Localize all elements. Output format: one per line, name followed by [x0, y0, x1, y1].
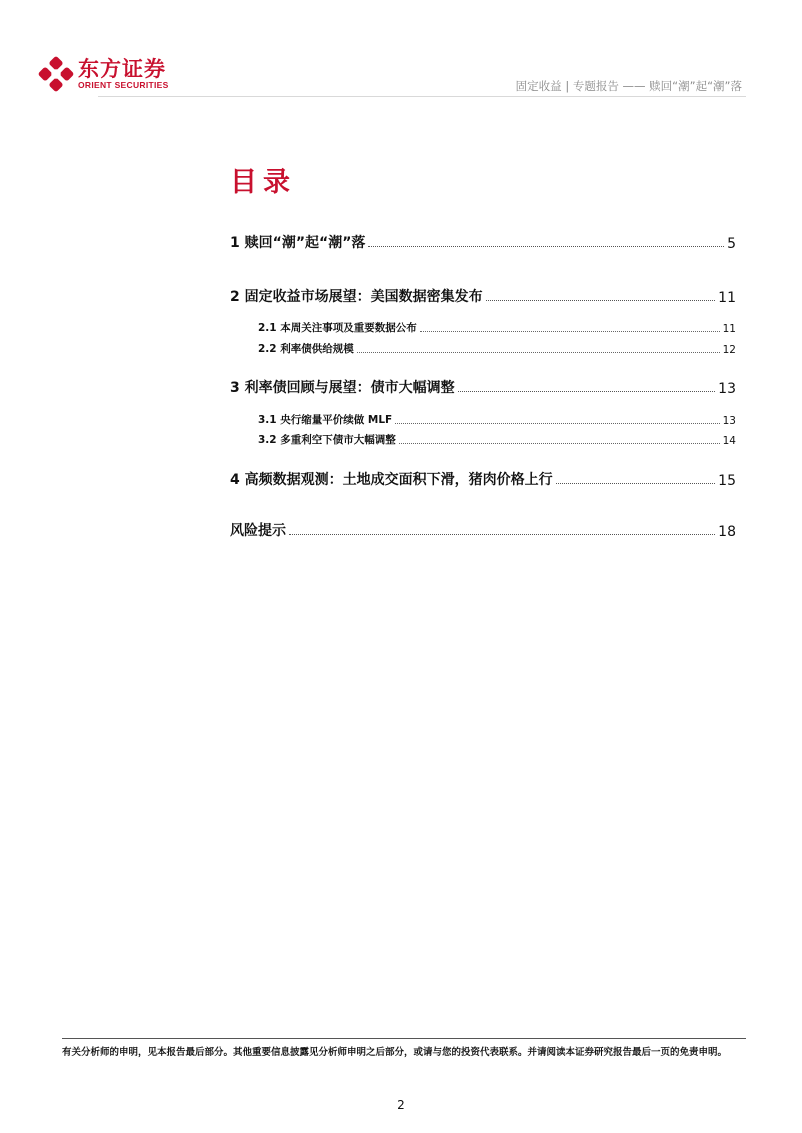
company-logo [38, 56, 169, 92]
header-divider [98, 96, 746, 97]
toc-entry-page: 15 [718, 473, 736, 489]
toc-title: 目录 [230, 167, 296, 198]
toc-entry[interactable] [230, 469, 736, 489]
toc-subentry[interactable] [230, 341, 736, 356]
toc-entry-label: 3.1 央行缩量平价续做 MLF [258, 414, 393, 426]
toc-leader-dots [395, 423, 719, 424]
toc-subentry[interactable] [230, 320, 736, 335]
toc-leader-dots [420, 331, 720, 332]
toc-entry-label: 2 固定收益市场展望：美国数据密集发布 [230, 289, 483, 305]
toc-leader-dots [289, 534, 715, 535]
toc-entry[interactable] [230, 520, 736, 540]
toc-leader-dots [458, 391, 716, 392]
toc-subentry[interactable] [230, 412, 736, 427]
toc-leader-dots [357, 352, 720, 353]
toc-entry-label: 2.2 利率债供给规模 [258, 343, 354, 355]
toc-leader-dots [556, 483, 716, 484]
toc-entry-label: 风险提示 [230, 523, 286, 539]
toc-entry-page: 11 [718, 290, 736, 306]
toc-entry[interactable] [230, 232, 736, 252]
page-number: 2 [397, 1098, 405, 1112]
toc-entry-label: 3.2 多重利空下债市大幅调整 [258, 434, 396, 446]
report-breadcrumb: 固定收益 | 专题报告 —— 赎回“潮”起“潮”落 [515, 79, 742, 93]
logo-chinese-name: 东方证券 [78, 56, 166, 81]
toc-leader-dots [486, 300, 716, 301]
page-header [36, 52, 746, 100]
footer-divider [62, 1038, 746, 1039]
toc-entry-page: 13 [718, 381, 736, 397]
toc-entry-label: 3 利率债回顾与展望：债市大幅调整 [230, 380, 455, 396]
footer-disclaimer: 有关分析师的申明，见本报告最后部分。其他重要信息披露见分析师申明之后部分，或请与您的投资代表联系。并请阅读本证券研究报告最后一页的免责申明。 [62, 1047, 728, 1058]
toc-entry-label: 1 赎回“潮”起“潮”落 [230, 235, 366, 251]
toc-entry-page: 5 [727, 236, 736, 252]
toc-entry-page: 13 [722, 415, 736, 427]
toc-entry-page: 11 [722, 323, 736, 335]
toc-entry-page: 12 [722, 344, 736, 356]
toc-entry-page: 14 [722, 435, 736, 447]
toc-entry[interactable] [230, 377, 736, 397]
toc-leader-dots [368, 246, 724, 247]
toc-entry-label: 4 高频数据观测：土地成交面积下滑，猪肉价格上行 [230, 472, 553, 488]
toc-leader-dots [399, 443, 720, 444]
toc-entry[interactable] [230, 286, 736, 306]
orient-securities-logo-icon [38, 56, 74, 92]
logo-english-name: ORIENT SECURITIES [78, 79, 169, 90]
toc-subentry[interactable] [230, 432, 736, 447]
toc-entry-page: 18 [718, 524, 736, 540]
toc-entry-label: 2.1 本周关注事项及重要数据公布 [258, 322, 417, 334]
